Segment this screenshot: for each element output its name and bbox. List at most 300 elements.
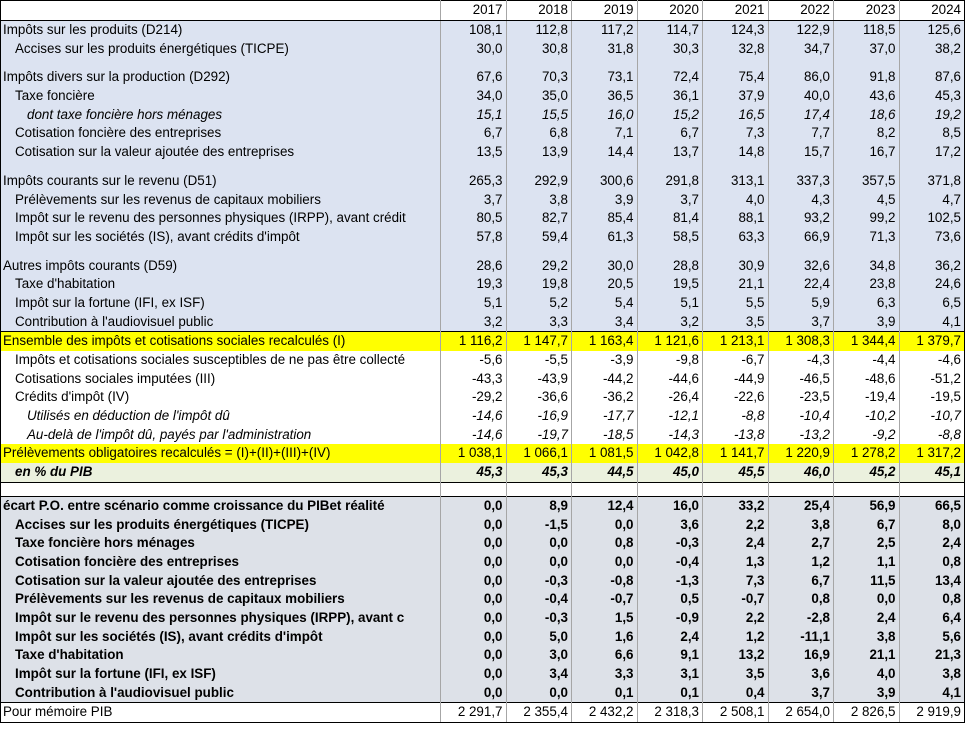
value-cell: -14,3: [637, 425, 703, 444]
value-cell: 3,9: [834, 312, 900, 331]
value-cell: 17,2: [899, 143, 965, 162]
value-cell: 36,1: [637, 87, 703, 106]
table-row: [1, 407, 965, 426]
table-row: [1, 87, 965, 106]
spacer-cell: [506, 58, 572, 68]
value-cell: 30,3: [637, 39, 703, 58]
value-cell: 45,3: [441, 463, 507, 482]
value-cell: 30,8: [506, 39, 572, 58]
value-cell: 371,8: [899, 172, 965, 191]
value-cell: -36,2: [572, 388, 638, 407]
value-cell: 45,0: [637, 463, 703, 482]
value-cell: 0,5: [637, 590, 703, 609]
value-cell: 66,9: [768, 228, 834, 247]
row-label: Contribution à l'audiovisuel public: [1, 683, 441, 702]
value-cell: 17,4: [768, 105, 834, 124]
value-cell: 3,7: [768, 683, 834, 702]
row-label: Accises sur les produits énergétiques (TICPE): [1, 515, 441, 534]
value-cell: 357,5: [834, 172, 900, 191]
table-row: [1, 683, 965, 702]
value-cell: 337,3: [768, 172, 834, 191]
spacer-cell: [506, 246, 572, 256]
value-cell: 7,7: [768, 124, 834, 143]
spacer-cell: [768, 162, 834, 172]
table-row: [1, 496, 965, 515]
value-cell: -36,6: [506, 388, 572, 407]
value-cell: 13,2: [703, 646, 769, 665]
value-cell: 6,8: [506, 124, 572, 143]
value-cell: 43,6: [834, 87, 900, 106]
value-cell: 1,2: [703, 627, 769, 646]
value-cell: 88,1: [703, 209, 769, 228]
value-cell: 13,5: [441, 143, 507, 162]
value-cell: -8,8: [899, 425, 965, 444]
value-cell: -16,9: [506, 407, 572, 426]
value-cell: 1,6: [572, 627, 638, 646]
value-cell: 6,7: [768, 571, 834, 590]
value-cell: 3,0: [506, 646, 572, 665]
value-cell: 2,7: [768, 534, 834, 553]
table-row: [1, 665, 965, 684]
spacer-row: [1, 58, 965, 68]
value-cell: -6,7: [703, 351, 769, 370]
value-cell: 117,2: [572, 20, 638, 39]
value-cell: 85,4: [572, 209, 638, 228]
year-header: 2021: [703, 1, 769, 21]
value-cell: -48,6: [834, 369, 900, 388]
value-cell: 4,3: [768, 190, 834, 209]
value-cell: 0,0: [834, 590, 900, 609]
table-row: [1, 332, 965, 351]
row-label: Impôts divers sur la production (D292): [1, 68, 441, 87]
value-cell: 4,0: [703, 190, 769, 209]
table-row: [1, 627, 965, 646]
row-label: écart P.O. entre scénario comme croissance du PIBet réalité: [1, 496, 441, 515]
value-cell: 24,6: [899, 275, 965, 294]
value-cell: -0,8: [572, 571, 638, 590]
value-cell: -4,6: [899, 351, 965, 370]
value-cell: 3,8: [899, 665, 965, 684]
row-label: Pour mémoire PIB: [1, 703, 441, 723]
value-cell: 15,7: [768, 143, 834, 162]
row-label: Contribution à l'audiovisuel public: [1, 312, 441, 331]
spacer-cell: [637, 162, 703, 172]
value-cell: 73,1: [572, 68, 638, 87]
value-cell: -19,4: [834, 388, 900, 407]
value-cell: 118,5: [834, 20, 900, 39]
value-cell: 3,2: [637, 312, 703, 331]
value-cell: 34,8: [834, 256, 900, 275]
value-cell: -1,5: [506, 515, 572, 534]
value-cell: 7,1: [572, 124, 638, 143]
value-cell: -0,4: [506, 590, 572, 609]
value-cell: 61,3: [572, 228, 638, 247]
value-cell: 15,1: [441, 105, 507, 124]
value-cell: 4,0: [834, 665, 900, 684]
spacer-row: [1, 482, 965, 496]
value-cell: 0,0: [441, 609, 507, 628]
value-cell: -5,6: [441, 351, 507, 370]
value-cell: 16,7: [834, 143, 900, 162]
spacer-cell: [441, 246, 507, 256]
spacer-cell: [637, 246, 703, 256]
value-cell: 46,0: [768, 463, 834, 482]
spacer-cell: [899, 162, 965, 172]
value-cell: -44,9: [703, 369, 769, 388]
value-cell: -44,2: [572, 369, 638, 388]
value-cell: 1 081,5: [572, 444, 638, 463]
header-row: [1, 1, 965, 21]
value-cell: 125,6: [899, 20, 965, 39]
row-label: Cotisation foncière des entreprises: [1, 553, 441, 572]
value-cell: -0,7: [572, 590, 638, 609]
row-label: Autres impôts courants (D59): [1, 256, 441, 275]
spacer-cell: [768, 58, 834, 68]
value-cell: -18,5: [572, 425, 638, 444]
value-cell: 36,5: [572, 87, 638, 106]
value-cell: 3,9: [572, 190, 638, 209]
table-row: [1, 534, 965, 553]
spacer-cell: [572, 58, 638, 68]
value-cell: 2 355,4: [506, 703, 572, 723]
value-cell: 25,4: [768, 496, 834, 515]
value-cell: 3,7: [768, 312, 834, 331]
row-label: Cotisation foncière des entreprises: [1, 124, 441, 143]
table-row: [1, 553, 965, 572]
value-cell: 0,0: [441, 590, 507, 609]
value-cell: 108,1: [441, 20, 507, 39]
table-row: [1, 39, 965, 58]
value-cell: -43,9: [506, 369, 572, 388]
value-cell: 31,8: [572, 39, 638, 58]
value-cell: 122,9: [768, 20, 834, 39]
value-cell: 1 163,4: [572, 332, 638, 351]
value-cell: 5,4: [572, 294, 638, 313]
value-cell: 4,1: [899, 312, 965, 331]
value-cell: 0,0: [506, 553, 572, 572]
value-cell: -4,4: [834, 351, 900, 370]
value-cell: 16,9: [768, 646, 834, 665]
value-cell: 0,0: [441, 515, 507, 534]
value-cell: 0,0: [441, 553, 507, 572]
table-row: [1, 68, 965, 87]
value-cell: -26,4: [637, 388, 703, 407]
row-label: Impôt sur la fortune (IFI, ex ISF): [1, 665, 441, 684]
row-label: Crédits d'impôt (IV): [1, 388, 441, 407]
value-cell: 13,7: [637, 143, 703, 162]
value-cell: 0,1: [572, 683, 638, 702]
value-cell: 1,2: [768, 553, 834, 572]
value-cell: 0,0: [572, 515, 638, 534]
value-cell: 3,8: [768, 515, 834, 534]
value-cell: -1,3: [637, 571, 703, 590]
value-cell: 15,5: [506, 105, 572, 124]
value-cell: -10,4: [768, 407, 834, 426]
spacer-cell: [506, 482, 572, 496]
value-cell: 3,3: [506, 312, 572, 331]
value-cell: -9,8: [637, 351, 703, 370]
row-label: Impôts et cotisations sociales susceptibles de ne pas être collecté: [1, 351, 441, 370]
spacer-cell: [572, 482, 638, 496]
value-cell: 1,3: [703, 553, 769, 572]
value-cell: 13,9: [506, 143, 572, 162]
year-header: 2024: [899, 1, 965, 21]
value-cell: 102,5: [899, 209, 965, 228]
value-cell: 63,3: [703, 228, 769, 247]
spacer-cell: [1, 482, 441, 496]
value-cell: 66,5: [899, 496, 965, 515]
table-row: [1, 275, 965, 294]
value-cell: -0,4: [637, 553, 703, 572]
row-label: Impôt sur les sociétés (IS), avant crédits d'impôt: [1, 627, 441, 646]
value-cell: 30,0: [572, 256, 638, 275]
value-cell: 0,8: [899, 590, 965, 609]
value-cell: 1 042,8: [637, 444, 703, 463]
spacer-row: [1, 246, 965, 256]
value-cell: 32,6: [768, 256, 834, 275]
value-cell: 2,4: [899, 534, 965, 553]
value-cell: 67,6: [441, 68, 507, 87]
value-cell: -0,3: [506, 609, 572, 628]
value-cell: 5,1: [637, 294, 703, 313]
table-row: [1, 609, 965, 628]
table-row: [1, 256, 965, 275]
value-cell: 80,5: [441, 209, 507, 228]
value-cell: 300,6: [572, 172, 638, 191]
value-cell: 22,4: [768, 275, 834, 294]
value-cell: 38,2: [899, 39, 965, 58]
table-row: [1, 590, 965, 609]
value-cell: 3,6: [768, 665, 834, 684]
value-cell: -43,3: [441, 369, 507, 388]
spacer-cell: [768, 246, 834, 256]
value-cell: 81,4: [637, 209, 703, 228]
value-cell: 6,4: [899, 609, 965, 628]
row-label: Taxe d'habitation: [1, 646, 441, 665]
year-header: 2022: [768, 1, 834, 21]
spacer-cell: [441, 482, 507, 496]
value-cell: 23,8: [834, 275, 900, 294]
row-label: Taxe d'habitation: [1, 275, 441, 294]
value-cell: 1 066,1: [506, 444, 572, 463]
spacer-cell: [899, 482, 965, 496]
row-label: Ensemble des impôts et cotisations sociales recalculés (I): [1, 332, 441, 351]
value-cell: 6,6: [572, 646, 638, 665]
value-cell: 1 141,7: [703, 444, 769, 463]
spacer-cell: [703, 246, 769, 256]
table-row: [1, 444, 965, 463]
value-cell: -19,5: [899, 388, 965, 407]
spacer-cell: [899, 246, 965, 256]
value-cell: 3,8: [506, 190, 572, 209]
value-cell: 33,2: [703, 496, 769, 515]
value-cell: 3,6: [637, 515, 703, 534]
value-cell: 0,0: [441, 496, 507, 515]
value-cell: 1 317,2: [899, 444, 965, 463]
value-cell: 87,6: [899, 68, 965, 87]
header-corner: [1, 1, 441, 21]
row-label: Taxe foncière hors ménages: [1, 534, 441, 553]
value-cell: 19,3: [441, 275, 507, 294]
value-cell: 2,5: [834, 534, 900, 553]
value-cell: 0,0: [441, 534, 507, 553]
value-cell: 1 121,6: [637, 332, 703, 351]
value-cell: 19,2: [899, 105, 965, 124]
value-cell: 3,3: [572, 665, 638, 684]
value-cell: 0,0: [572, 553, 638, 572]
value-cell: 44,5: [572, 463, 638, 482]
value-cell: 5,1: [441, 294, 507, 313]
value-cell: 2 826,5: [834, 703, 900, 723]
table-row: [1, 515, 965, 534]
value-cell: 5,2: [506, 294, 572, 313]
year-header: 2023: [834, 1, 900, 21]
spacer-cell: [1, 162, 441, 172]
table-row: [1, 703, 965, 723]
value-cell: 3,7: [441, 190, 507, 209]
table-row: [1, 124, 965, 143]
spacer-cell: [572, 246, 638, 256]
table-row: [1, 351, 965, 370]
value-cell: 0,0: [441, 665, 507, 684]
spacer-cell: [1, 246, 441, 256]
value-cell: 2 291,7: [441, 703, 507, 723]
value-cell: 45,5: [703, 463, 769, 482]
table-row: [1, 388, 965, 407]
table-row: [1, 105, 965, 124]
value-cell: 8,9: [506, 496, 572, 515]
value-cell: -9,2: [834, 425, 900, 444]
row-label: Cotisation sur la valeur ajoutée des entreprises: [1, 571, 441, 590]
row-label: Prélèvements obligatoires recalculés = (I)+(II)+(III)+(IV): [1, 444, 441, 463]
value-cell: 2,4: [703, 534, 769, 553]
value-cell: 82,7: [506, 209, 572, 228]
value-cell: -2,8: [768, 609, 834, 628]
value-cell: 114,7: [637, 20, 703, 39]
value-cell: 2 508,1: [703, 703, 769, 723]
year-header: 2018: [506, 1, 572, 21]
value-cell: 0,8: [899, 553, 965, 572]
value-cell: -0,3: [637, 534, 703, 553]
spacer-row: [1, 162, 965, 172]
value-cell: 3,5: [703, 312, 769, 331]
value-cell: 28,8: [637, 256, 703, 275]
value-cell: 2,2: [703, 515, 769, 534]
row-label: Cotisations sociales imputées (III): [1, 369, 441, 388]
value-cell: 112,8: [506, 20, 572, 39]
value-cell: 56,9: [834, 496, 900, 515]
value-cell: 2,2: [703, 609, 769, 628]
spacer-cell: [834, 482, 900, 496]
value-cell: 45,3: [506, 463, 572, 482]
value-cell: 0,8: [768, 590, 834, 609]
value-cell: 70,3: [506, 68, 572, 87]
value-cell: 3,2: [441, 312, 507, 331]
row-label: Impôt sur le revenu des personnes physiques (IRPP), avant crédit: [1, 209, 441, 228]
value-cell: 313,1: [703, 172, 769, 191]
table-row: [1, 143, 965, 162]
table-row: [1, 312, 965, 331]
spacer-cell: [768, 482, 834, 496]
spacer-cell: [1, 58, 441, 68]
value-cell: 1 278,2: [834, 444, 900, 463]
spacer-cell: [834, 246, 900, 256]
row-label: Cotisation sur la valeur ajoutée des entreprises: [1, 143, 441, 162]
table-row: [1, 209, 965, 228]
value-cell: 91,8: [834, 68, 900, 87]
value-cell: 35,0: [506, 87, 572, 106]
value-cell: 36,2: [899, 256, 965, 275]
value-cell: 5,6: [899, 627, 965, 646]
value-cell: 3,4: [572, 312, 638, 331]
value-cell: 0,0: [441, 627, 507, 646]
value-cell: 29,2: [506, 256, 572, 275]
value-cell: 6,5: [899, 294, 965, 313]
value-cell: -44,6: [637, 369, 703, 388]
table-row: [1, 294, 965, 313]
value-cell: 16,5: [703, 105, 769, 124]
value-cell: 2,4: [834, 609, 900, 628]
value-cell: 21,3: [899, 646, 965, 665]
row-label: Accises sur les produits énergétiques (TICPE): [1, 39, 441, 58]
value-cell: 3,7: [637, 190, 703, 209]
value-cell: 2,4: [637, 627, 703, 646]
value-cell: 1 220,9: [768, 444, 834, 463]
value-cell: -19,7: [506, 425, 572, 444]
spacer-cell: [834, 162, 900, 172]
value-cell: 2 318,3: [637, 703, 703, 723]
spacer-cell: [834, 58, 900, 68]
year-header: 2017: [441, 1, 507, 21]
value-cell: 4,7: [899, 190, 965, 209]
value-cell: -11,1: [768, 627, 834, 646]
value-cell: 1 116,2: [441, 332, 507, 351]
spacer-cell: [703, 482, 769, 496]
value-cell: 19,5: [637, 275, 703, 294]
value-cell: 73,6: [899, 228, 965, 247]
value-cell: 0,0: [506, 683, 572, 702]
table-row: [1, 172, 965, 191]
value-cell: 1 308,3: [768, 332, 834, 351]
value-cell: 45,3: [899, 87, 965, 106]
row-label: Prélèvements sur les revenus de capitaux mobiliers: [1, 190, 441, 209]
value-cell: 93,2: [768, 209, 834, 228]
value-cell: -23,5: [768, 388, 834, 407]
value-cell: 34,0: [441, 87, 507, 106]
row-label: Impôt sur les sociétés (IS), avant crédits d'impôt: [1, 228, 441, 247]
value-cell: -51,2: [899, 369, 965, 388]
value-cell: 19,8: [506, 275, 572, 294]
value-cell: 12,4: [572, 496, 638, 515]
spacer-cell: [506, 162, 572, 172]
value-cell: -22,6: [703, 388, 769, 407]
spacer-cell: [441, 58, 507, 68]
value-cell: 1 147,7: [506, 332, 572, 351]
table-row: [1, 20, 965, 39]
value-cell: 71,3: [834, 228, 900, 247]
spacer-cell: [899, 58, 965, 68]
value-cell: 72,4: [637, 68, 703, 87]
value-cell: 265,3: [441, 172, 507, 191]
value-cell: 5,0: [506, 627, 572, 646]
value-cell: 59,4: [506, 228, 572, 247]
row-label: Impôt sur la fortune (IFI, ex ISF): [1, 294, 441, 313]
table-row: [1, 571, 965, 590]
value-cell: 291,8: [637, 172, 703, 191]
value-cell: 0,4: [703, 683, 769, 702]
value-cell: 3,8: [834, 627, 900, 646]
value-cell: 9,1: [637, 646, 703, 665]
